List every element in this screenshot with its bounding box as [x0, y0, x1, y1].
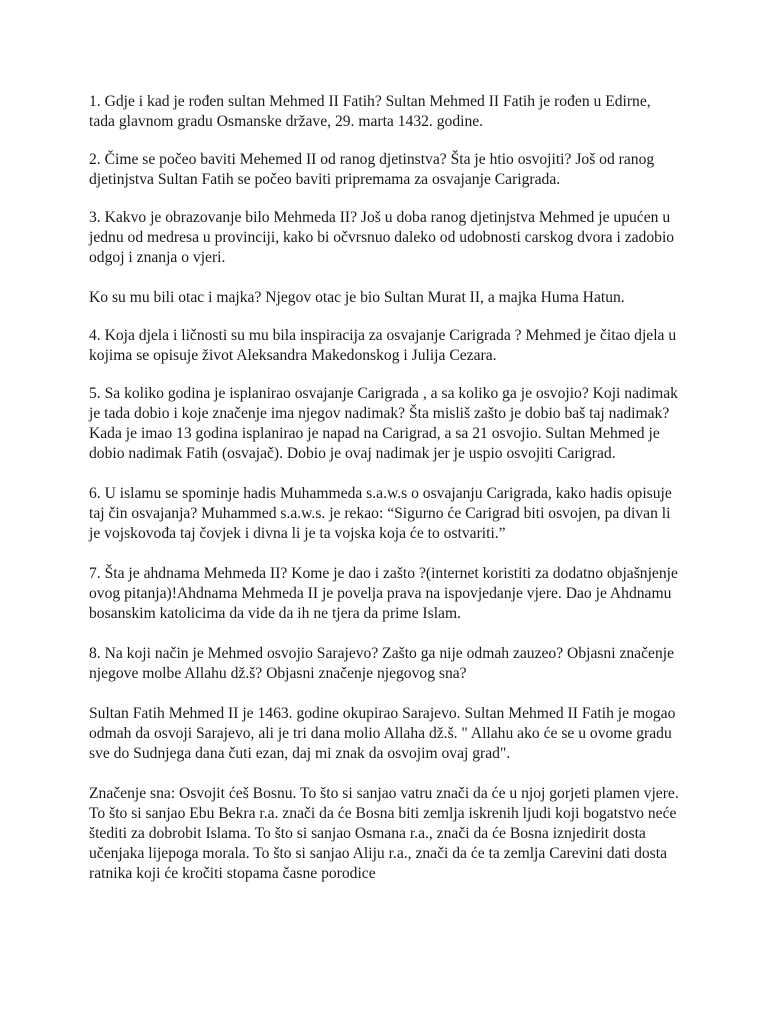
paragraph-question-2: 2. Čime se počeo baviti Mehemed II od ranog djetinstva? Šta je htio osvojiti? Još od ranog djetinjstva Sultan Fatih se počeo baviti pripremama za osvajanje Carigrada.: [89, 151, 655, 188]
paragraph-question-6: 6. U islamu se spominje hadis Muhammeda s.a.w.s o osvajanju Carigrada, kako hadis opisuje taj čin osvajanja? Muhammed s.a.w.s. je rekao: “Sigurno će Carigrad biti osvojen, pa divan li je vojskovođa taj čovjek i divna li je ta vojska koja će to ostvariti.”: [89, 485, 672, 542]
paragraph-question-1: 1. Gdje i kad je rođen sultan Mehmed II Fatih? Sultan Mehmed II Fatih je rođen u Edirne, tada glavnom gradu Osmanske države, 29. marta 1432. godine.: [89, 93, 651, 130]
paragraph-question-5: 5. Sa koliko godina je isplanirao osvajanje Carigrada , a sa koliko ga je osvojio? Koji nadimak je tada dobio i koje značenje ima njegov nadimak? Šta misliš zašto je dobio baš taj nadimak? Kada je imao 13 godina isplanirao je napad na Carigrad, a sa 21 osvojio. Sultan Mehmed je dobio nadimak Fatih (osvajač). Dobio je ovaj nadimak jer je uspio osvojiti Carigrad.: [89, 385, 678, 462]
paragraph-question-8: 8. Na koji način je Mehmed osvojio Sarajevo? Zašto ga nije odmah zauzeo? Objasni značenje njegove molbe Allahu dž.š? Objasni značenje njegovog sna?: [89, 645, 674, 682]
paragraph-question-3: 3. Kakvo je obrazovanje bilo Mehmeda II? Još u doba ranog djetinjstva Mehmed je upućen u jednu od medresa u provinciji, kako bi očvrsnuo daleko od udobnosti carskog dvora i zadobio odgoj i znanja o vjeri.: [89, 209, 675, 266]
paragraph-parents: Ko su mu bili otac i majka? Njegov otac je bio Sultan Murat II, a majka Huma Hatun.: [89, 289, 625, 306]
paragraph-dream-meaning: Značenje sna: Osvojit ćeš Bosnu. To što si sanjao vatru znači da će u njoj gorjeti plamen vjere. To što si sanjao Ebu Bekra r.a. znači da će Bosna biti zemlja iskrenih ljudi koji bogatstvo neće štediti za dobrobit Islama. To što si sanjao Osmana r.a., znači da će Bosna iznjedirit dosta učenjaka lijepoga morala. To što si sanjao Aliju r.a., znači da će ta zemlja Carevini dati dosta ratnika koji će kročiti stopama časne porodice: [89, 785, 679, 882]
document-body: [89, 92, 679, 902]
paragraph-question-4: 4. Koja djela i ličnosti su mu bila inspiracija za osvajanje Carigrada ? Mehmed je čitao djela u kojima se opisuje život Aleksandra Makedonskog i Julija Cezara.: [89, 327, 677, 364]
paragraph-question-7: 7. Šta je ahdnama Mehmeda II? Kome je dao i zašto ?(internet koristiti za dodatno objašnjenje ovog pitanja)!Ahdnama Mehmeda II je povelja prava na ispovjedanje vjere. Dao je Ahdnamu bosanskim katolicima da vide da ih ne tjera da prime Islam.: [89, 565, 678, 622]
paragraph-sarajevo-answer: Sultan Fatih Mehmed II je 1463. godine okupirao Sarajevo. Sultan Mehmed II Fatih je mogao odmah da osvoji Sarajevo, ali je tri dana molio Allaha dž.š. " Allahu ako će se u ovome gradu sve do Sudnjega dana čuti ezan, daj mi znak da osvojim ovaj grad".: [89, 705, 676, 762]
